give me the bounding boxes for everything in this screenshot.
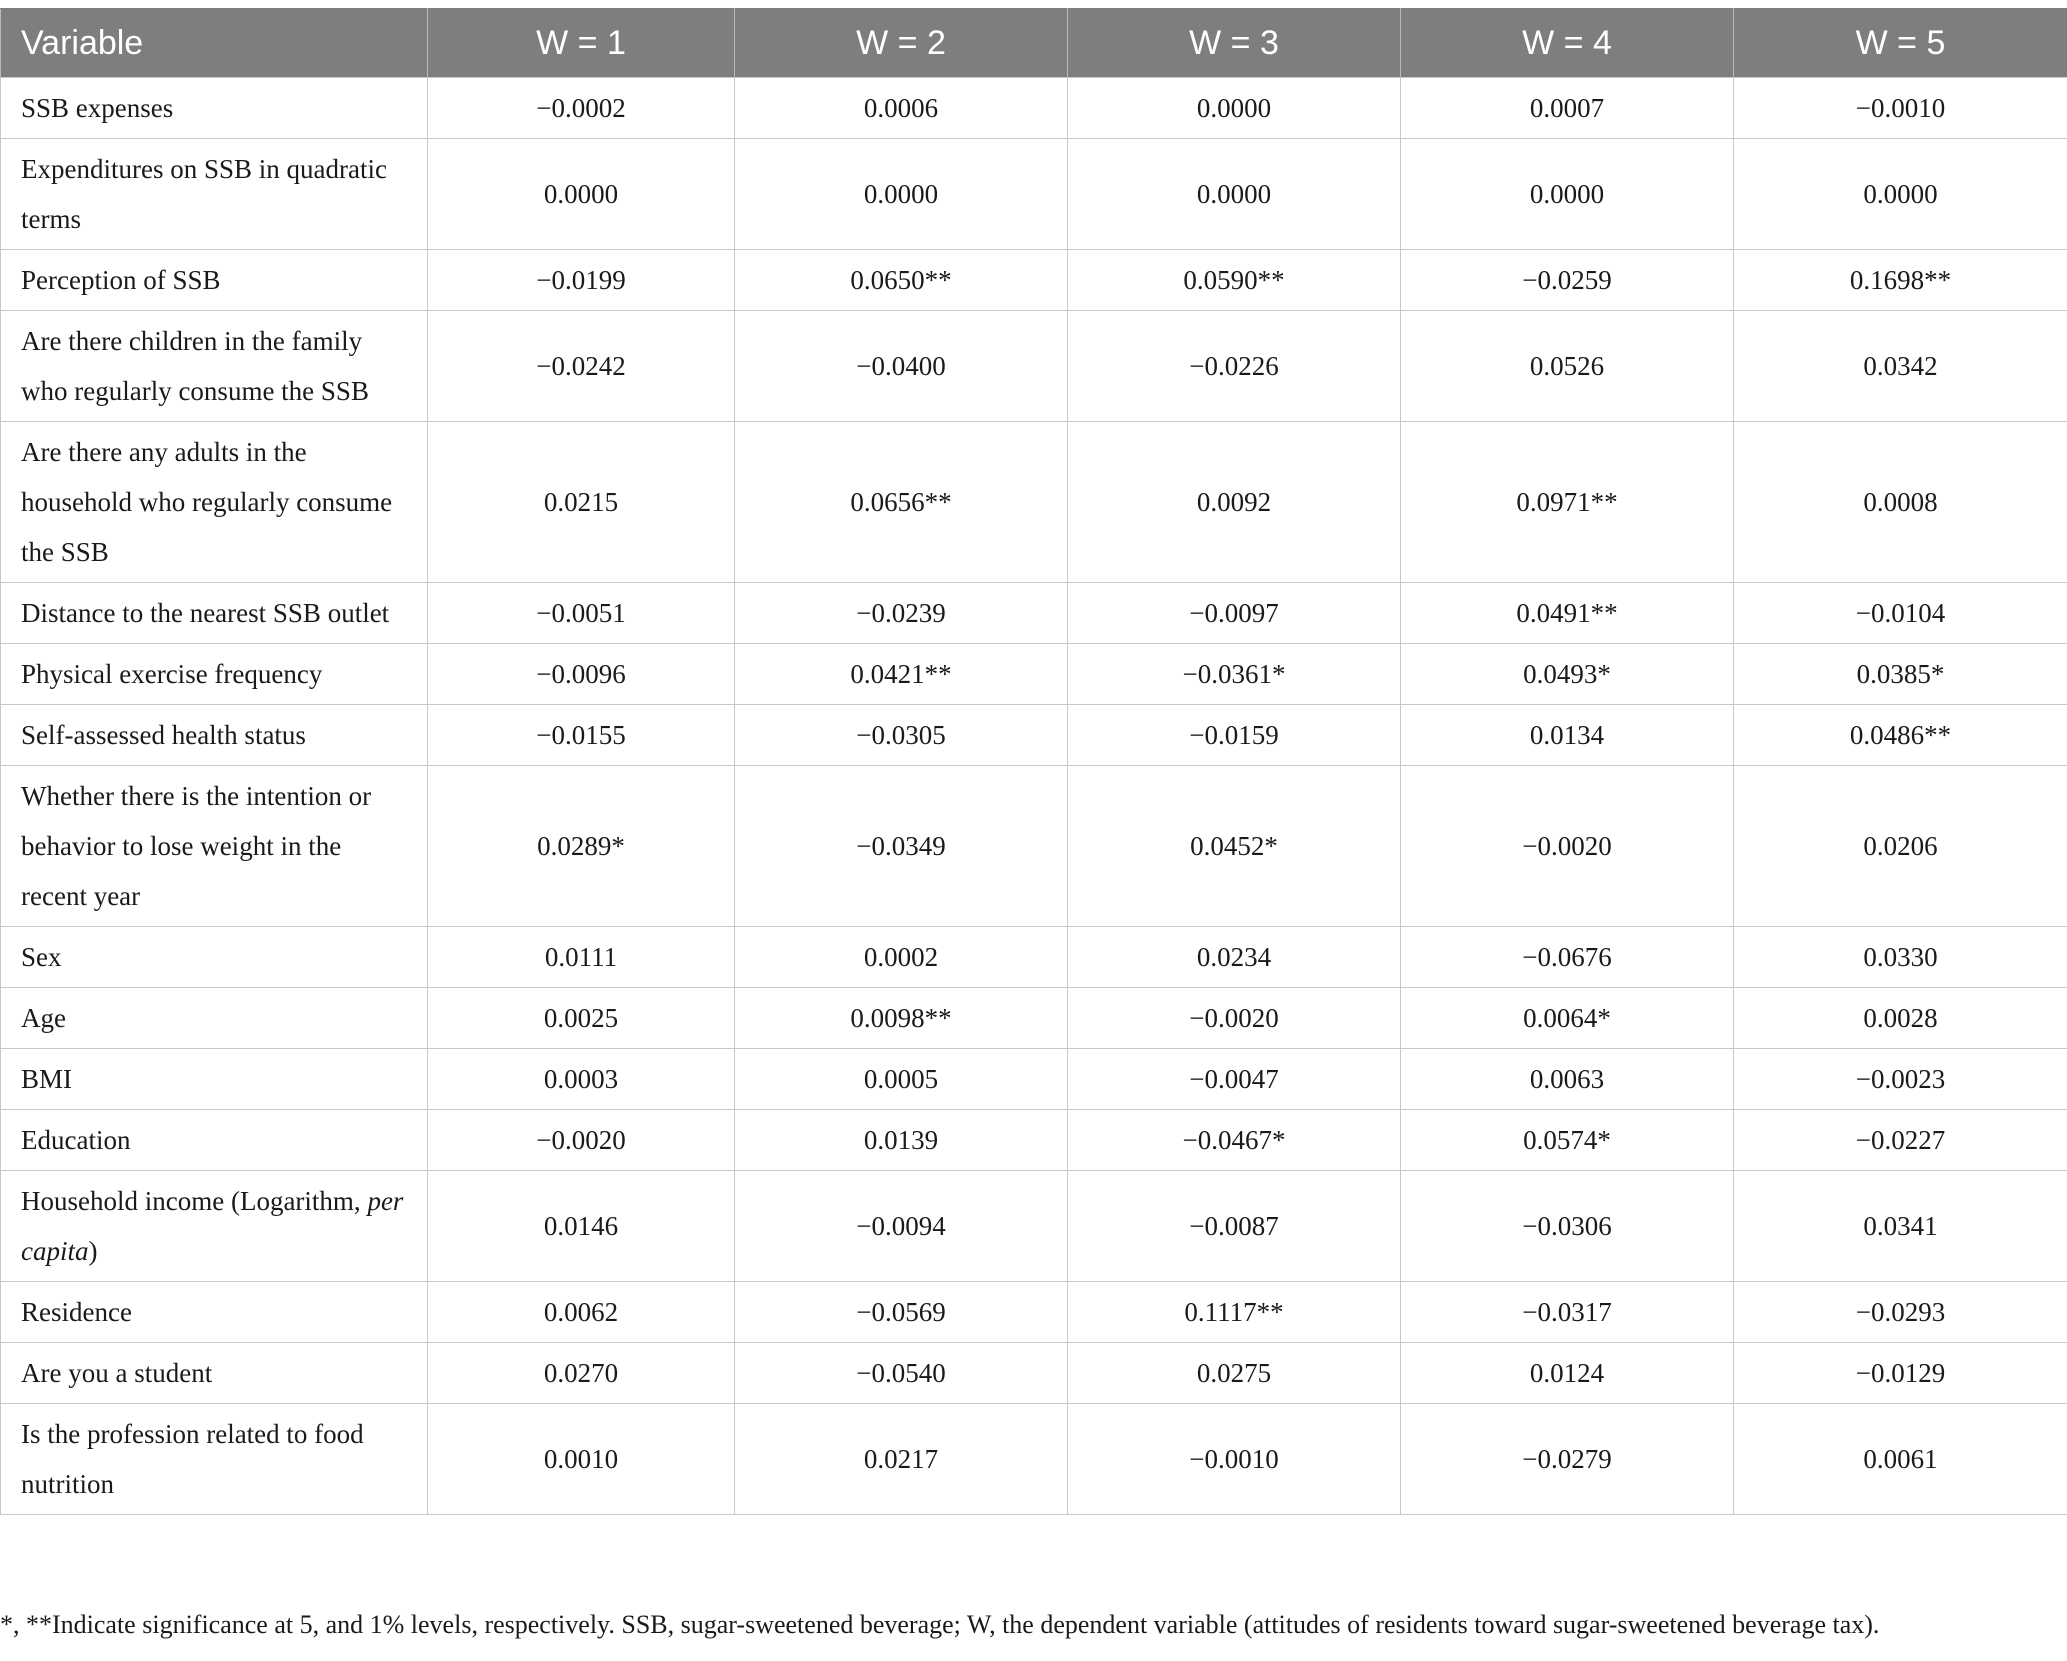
cell-w3: 0.0000: [1068, 139, 1401, 250]
cell-w4: 0.0007: [1401, 78, 1734, 139]
table-row: [1, 1049, 2067, 1110]
cell-w1: 0.0215: [428, 422, 735, 583]
row-variable: Distance to the nearest SSB outlet: [1, 583, 428, 644]
cell-w4: −0.0676: [1401, 927, 1734, 988]
row-variable: Physical exercise frequency: [1, 644, 428, 705]
cell-w3: 0.0590**: [1068, 250, 1401, 311]
cell-w5: 0.0486**: [1734, 705, 2067, 766]
row-variable: SSB expenses: [1, 78, 428, 139]
table-row: [1, 250, 2067, 311]
cell-w3: 0.0000: [1068, 78, 1401, 139]
cell-w1: 0.0003: [428, 1049, 735, 1110]
cell-w3: 0.0275: [1068, 1343, 1401, 1404]
cell-w5: 0.0385*: [1734, 644, 2067, 705]
cell-w1: 0.0010: [428, 1404, 735, 1515]
row-variable: Self-assessed health status: [1, 705, 428, 766]
cell-w5: −0.0293: [1734, 1282, 2067, 1343]
cell-w2: −0.0239: [735, 583, 1068, 644]
cell-w3: 0.0092: [1068, 422, 1401, 583]
table-row: [1, 311, 2067, 422]
cell-w3: 0.0234: [1068, 927, 1401, 988]
cell-w5: −0.0010: [1734, 78, 2067, 139]
table-row: [1, 1343, 2067, 1404]
cell-w2: −0.0349: [735, 766, 1068, 927]
cell-w1: −0.0242: [428, 311, 735, 422]
cell-w4: 0.0526: [1401, 311, 1734, 422]
regression-table-container: [0, 8, 2067, 1515]
cell-w3: −0.0087: [1068, 1171, 1401, 1282]
table-footnote: *, **Indicate significance at 5, and 1% levels, respectively. SSB, sugar-sweetened beverage; W, the dependent variable (attitudes of residents toward sugar-sweetened beverage tax).: [0, 1610, 1880, 1639]
row-variable-tail: ): [88, 1236, 98, 1266]
table-row: [1, 988, 2067, 1049]
row-variable: Are you a student: [1, 1343, 428, 1404]
table-row: [1, 1171, 2067, 1282]
cell-w1: 0.0062: [428, 1282, 735, 1343]
cell-w5: −0.0227: [1734, 1110, 2067, 1171]
table-row: [1, 1282, 2067, 1343]
header-w2: W = 2: [735, 9, 1068, 78]
cell-w4: −0.0317: [1401, 1282, 1734, 1343]
cell-w3: −0.0467*: [1068, 1110, 1401, 1171]
cell-w1: −0.0096: [428, 644, 735, 705]
row-variable: Sex: [1, 927, 428, 988]
cell-w5: −0.0129: [1734, 1343, 2067, 1404]
cell-w1: 0.0025: [428, 988, 735, 1049]
cell-w2: 0.0005: [735, 1049, 1068, 1110]
cell-w2: 0.0098**: [735, 988, 1068, 1049]
cell-w1: −0.0155: [428, 705, 735, 766]
cell-w2: 0.0139: [735, 1110, 1068, 1171]
cell-w5: 0.0206: [1734, 766, 2067, 927]
cell-w2: −0.0094: [735, 1171, 1068, 1282]
cell-w3: −0.0020: [1068, 988, 1401, 1049]
header-w1: W = 1: [428, 9, 735, 78]
row-variable: Are there any adults in the household who regularly consume the SSB: [1, 422, 428, 583]
cell-w2: 0.0656**: [735, 422, 1068, 583]
cell-w4: 0.0124: [1401, 1343, 1734, 1404]
cell-w3: 0.1117**: [1068, 1282, 1401, 1343]
cell-w2: −0.0305: [735, 705, 1068, 766]
table-row: [1, 644, 2067, 705]
cell-w5: −0.0104: [1734, 583, 2067, 644]
row-variable: [1, 1171, 428, 1282]
cell-w4: 0.0134: [1401, 705, 1734, 766]
cell-w4: −0.0279: [1401, 1404, 1734, 1515]
cell-w1: −0.0002: [428, 78, 735, 139]
row-variable-italic: per capita: [21, 1186, 404, 1266]
cell-w2: 0.0002: [735, 927, 1068, 988]
header-w3: W = 3: [1068, 9, 1401, 78]
header-w5: W = 5: [1734, 9, 2067, 78]
cell-w5: 0.0342: [1734, 311, 2067, 422]
table-body: [1, 78, 2067, 1515]
cell-w2: 0.0006: [735, 78, 1068, 139]
table-row: [1, 139, 2067, 250]
row-variable: Age: [1, 988, 428, 1049]
cell-w3: 0.0452*: [1068, 766, 1401, 927]
cell-w3: −0.0010: [1068, 1404, 1401, 1515]
row-variable: Perception of SSB: [1, 250, 428, 311]
cell-w4: 0.0574*: [1401, 1110, 1734, 1171]
cell-w1: −0.0051: [428, 583, 735, 644]
cell-w4: 0.0971**: [1401, 422, 1734, 583]
cell-w4: 0.0064*: [1401, 988, 1734, 1049]
cell-w5: 0.0061: [1734, 1404, 2067, 1515]
cell-w3: −0.0361*: [1068, 644, 1401, 705]
table-row: [1, 422, 2067, 583]
row-variable: Expenditures on SSB in quadratic terms: [1, 139, 428, 250]
cell-w2: 0.0421**: [735, 644, 1068, 705]
cell-w3: −0.0226: [1068, 311, 1401, 422]
header-w4: W = 4: [1401, 9, 1734, 78]
cell-w2: 0.0650**: [735, 250, 1068, 311]
cell-w5: 0.0028: [1734, 988, 2067, 1049]
row-variable-text: Household income (Logarithm,: [21, 1186, 361, 1216]
table-row: [1, 1404, 2067, 1515]
cell-w1: 0.0270: [428, 1343, 735, 1404]
cell-w1: 0.0111: [428, 927, 735, 988]
cell-w4: 0.0000: [1401, 139, 1734, 250]
cell-w5: −0.0023: [1734, 1049, 2067, 1110]
cell-w5: 0.0008: [1734, 422, 2067, 583]
cell-w1: 0.0146: [428, 1171, 735, 1282]
table-row: [1, 927, 2067, 988]
header-row: [1, 9, 2067, 78]
row-variable: Education: [1, 1110, 428, 1171]
cell-w3: −0.0097: [1068, 583, 1401, 644]
cell-w1: −0.0199: [428, 250, 735, 311]
cell-w1: 0.0000: [428, 139, 735, 250]
table-row: [1, 1110, 2067, 1171]
cell-w3: −0.0159: [1068, 705, 1401, 766]
cell-w2: −0.0540: [735, 1343, 1068, 1404]
row-variable: Is the profession related to food nutrition: [1, 1404, 428, 1515]
cell-w5: 0.0330: [1734, 927, 2067, 988]
cell-w1: −0.0020: [428, 1110, 735, 1171]
table-header: [1, 9, 2067, 78]
cell-w3: −0.0047: [1068, 1049, 1401, 1110]
cell-w2: 0.0217: [735, 1404, 1068, 1515]
cell-w4: −0.0306: [1401, 1171, 1734, 1282]
cell-w5: 0.1698**: [1734, 250, 2067, 311]
cell-w2: 0.0000: [735, 139, 1068, 250]
cell-w1: 0.0289*: [428, 766, 735, 927]
cell-w4: 0.0063: [1401, 1049, 1734, 1110]
cell-w5: 0.0341: [1734, 1171, 2067, 1282]
row-variable: Residence: [1, 1282, 428, 1343]
cell-w2: −0.0569: [735, 1282, 1068, 1343]
row-variable: Whether there is the intention or behavior to lose weight in the recent year: [1, 766, 428, 927]
table-row: [1, 78, 2067, 139]
row-variable: Are there children in the family who regularly consume the SSB: [1, 311, 428, 422]
header-variable: Variable: [1, 9, 428, 78]
table-row: [1, 766, 2067, 927]
cell-w5: 0.0000: [1734, 139, 2067, 250]
cell-w2: −0.0400: [735, 311, 1068, 422]
table-row: [1, 583, 2067, 644]
cell-w4: 0.0493*: [1401, 644, 1734, 705]
cell-w4: −0.0259: [1401, 250, 1734, 311]
row-variable: BMI: [1, 1049, 428, 1110]
table-row: [1, 705, 2067, 766]
cell-w4: 0.0491**: [1401, 583, 1734, 644]
regression-table: [0, 8, 2067, 1515]
cell-w4: −0.0020: [1401, 766, 1734, 927]
